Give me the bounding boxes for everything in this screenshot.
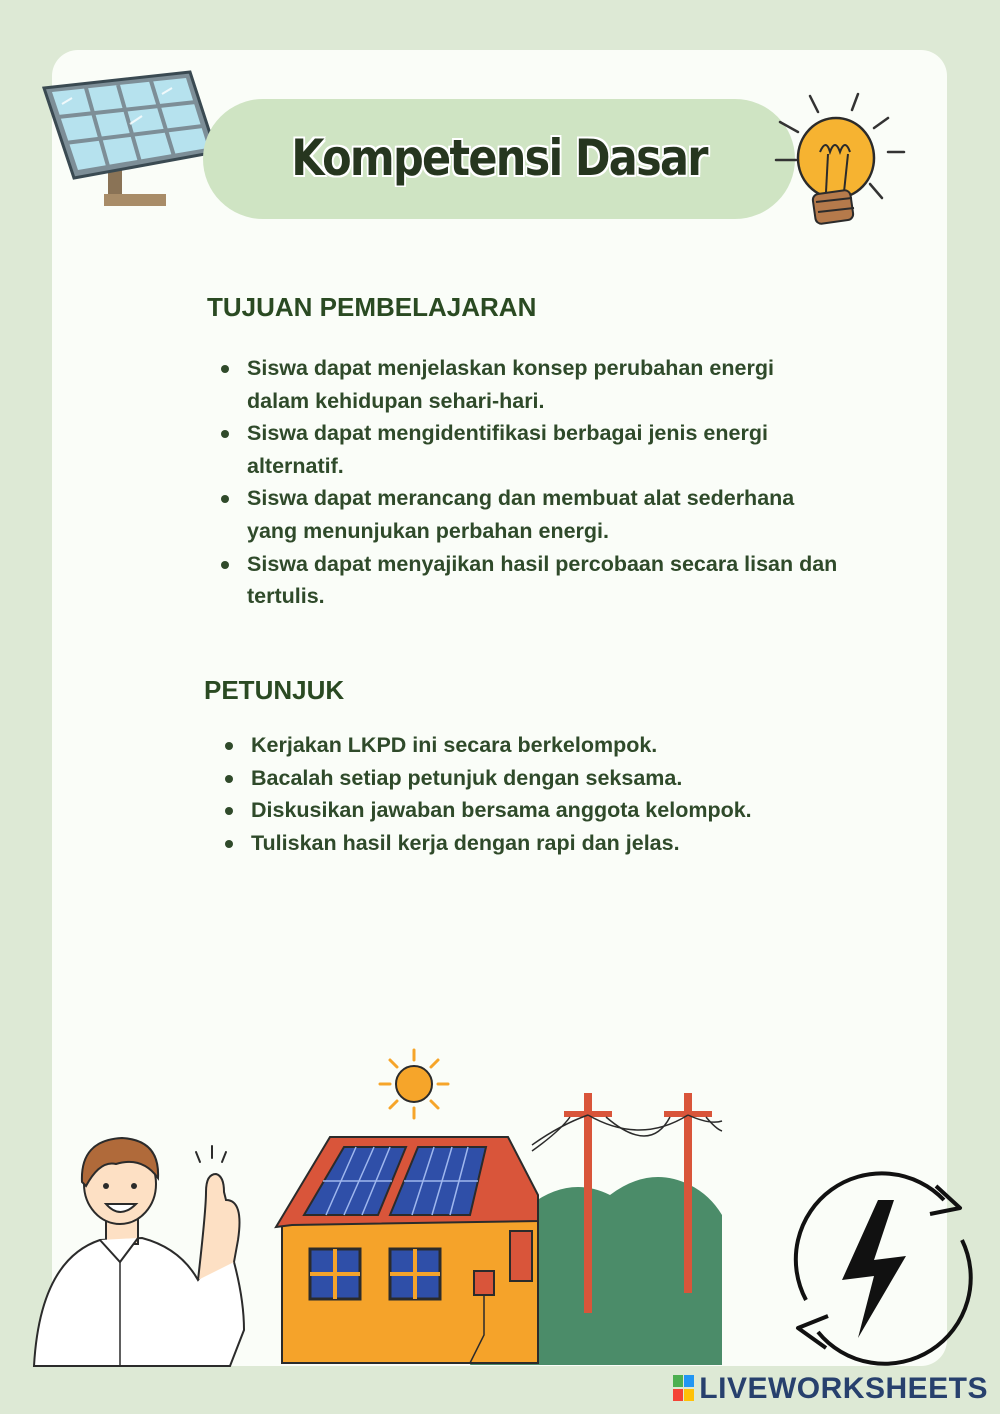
petunjuk-list xyxy=(223,729,863,859)
petunjuk-heading: PETUNJUK xyxy=(204,675,345,705)
tujuan-heading: TUJUAN PEMBELAJARAN xyxy=(207,292,537,322)
liveworksheets-logo-icon xyxy=(673,1375,695,1403)
solar-house-icon xyxy=(270,1085,730,1365)
tujuan-list xyxy=(219,352,839,613)
page-title: Kompetensi Dasar xyxy=(291,129,707,187)
list-item: Siswa dapat mengidentifikasi berbagai jenis energi alternatif. xyxy=(219,417,839,482)
list-item: Bacalah setiap petunjuk dengan seksama. xyxy=(223,762,863,795)
list-item: Siswa dapat merancang dan membuat alat sederhana yang menunjukan perbahan energi. xyxy=(219,482,839,547)
brand-logo xyxy=(673,1372,988,1406)
light-bulb-icon xyxy=(770,88,910,238)
list-item: Tuliskan hasil kerja dengan rapi dan jelas. xyxy=(223,827,863,860)
list-item: Kerjakan LKPD ini secara berkelompok. xyxy=(223,729,863,762)
teacher-pointing-icon xyxy=(30,1130,260,1370)
energy-cycle-icon xyxy=(766,1160,986,1370)
list-item: Siswa dapat menjelaskan konsep perubahan energi dalam kehidupan sehari-hari. xyxy=(219,352,839,417)
list-item: Siswa dapat menyajikan hasil percobaan secara lisan dan tertulis. xyxy=(219,548,839,613)
solar-panel-icon xyxy=(38,68,223,213)
list-item: Diskusikan jawaban bersama anggota kelompok. xyxy=(223,794,863,827)
brand-name: LIVEWORKSHEETS xyxy=(699,1372,988,1405)
